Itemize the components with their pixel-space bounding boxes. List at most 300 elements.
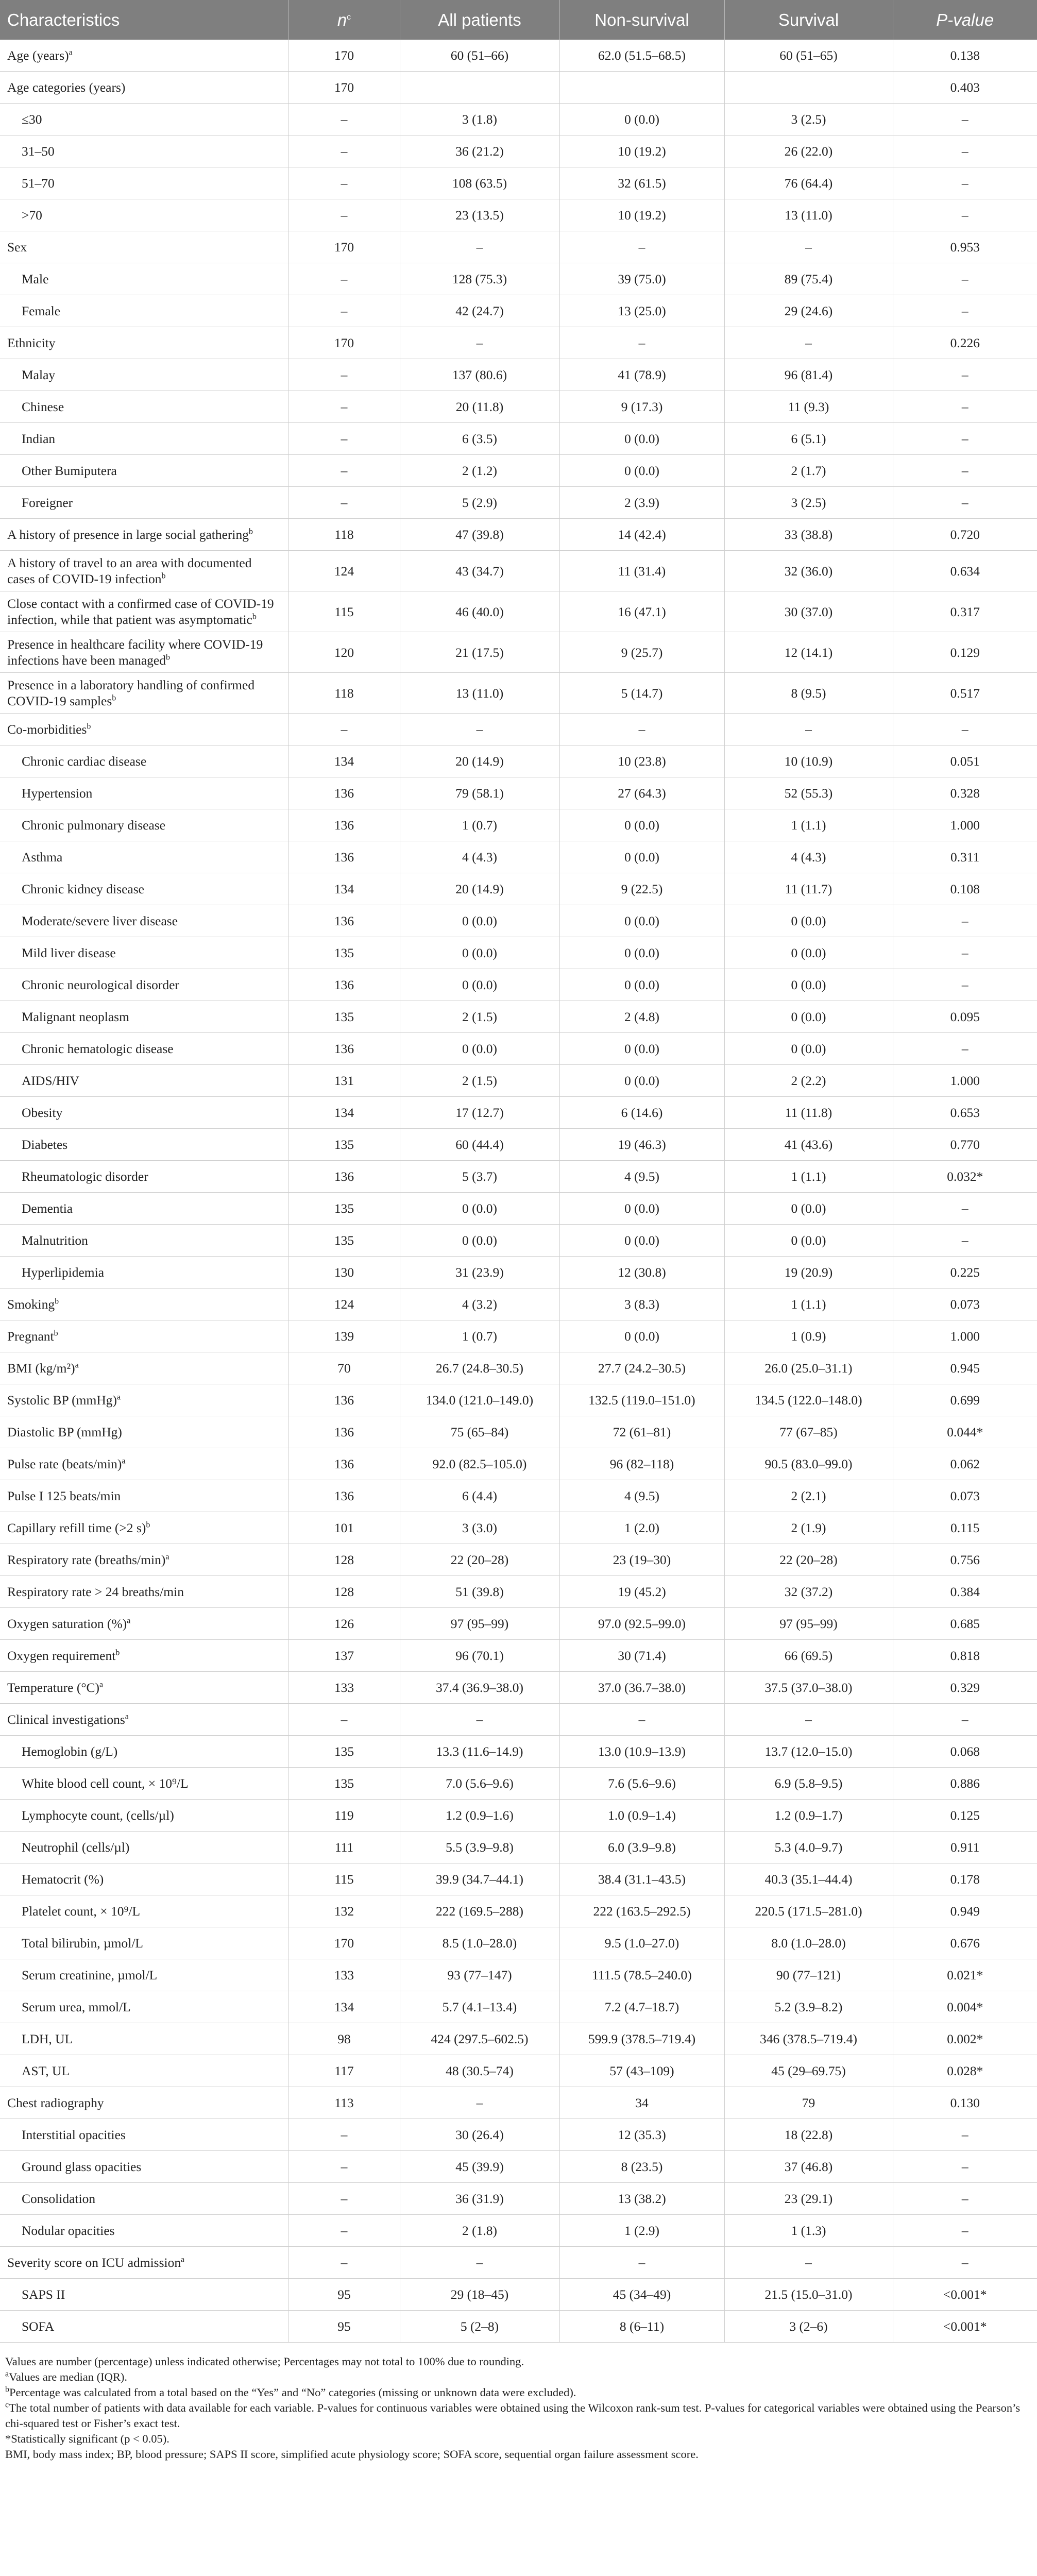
row-label: [0, 167, 288, 199]
cell-n: 128: [288, 1544, 400, 1576]
cell-n: 170: [288, 72, 400, 104]
cell-survival: 79: [724, 2087, 893, 2119]
table-row: [0, 1800, 1037, 1832]
table-row: [0, 1640, 1037, 1672]
header-p-value: [893, 0, 1037, 40]
cell-p-value: –: [893, 2247, 1037, 2279]
table-row: [0, 777, 1037, 809]
cell-non-survival: 0 (0.0): [559, 1033, 724, 1065]
cell-n: –: [288, 423, 400, 455]
row-label-footnote-mark: a: [181, 2255, 185, 2264]
cell-non-survival: 13 (38.2): [559, 2183, 724, 2215]
cell-n: 134: [288, 745, 400, 777]
cell-non-survival: 19 (45.2): [559, 1576, 724, 1608]
cell-survival: 1 (0.9): [724, 1320, 893, 1352]
cell-p-value: 0.044*: [893, 1416, 1037, 1448]
cell-non-survival: 5 (14.7): [559, 673, 724, 714]
cell-survival: 97 (95–99): [724, 1608, 893, 1640]
table-row: [0, 1832, 1037, 1863]
cell-n: 170: [288, 231, 400, 263]
table-row: [0, 551, 1037, 591]
cell-n: 135: [288, 1001, 400, 1033]
row-label: [0, 1991, 288, 2023]
cell-n: 126: [288, 1608, 400, 1640]
cell-survival: 89 (75.4): [724, 263, 893, 295]
row-label: [0, 1640, 288, 1672]
cell-non-survival: 0 (0.0): [559, 1065, 724, 1097]
cell-non-survival: 32 (61.5): [559, 167, 724, 199]
table-row: [0, 2023, 1037, 2055]
cell-p-value: 1.000: [893, 809, 1037, 841]
cell-n: 133: [288, 1672, 400, 1704]
cell-p-value: 0.384: [893, 1576, 1037, 1608]
cell-all-patients: 5 (2.9): [400, 487, 559, 519]
row-label: [0, 2023, 288, 2055]
cell-non-survival: –: [559, 2247, 724, 2279]
table-row: [0, 2279, 1037, 2311]
table-row: [0, 199, 1037, 231]
row-label: [0, 2215, 288, 2247]
cell-n: 135: [288, 1193, 400, 1225]
cell-non-survival: 0 (0.0): [559, 969, 724, 1001]
cell-p-value: 0.756: [893, 1544, 1037, 1576]
cell-all-patients: 128 (75.3): [400, 263, 559, 295]
cell-all-patients: 92.0 (82.5–105.0): [400, 1448, 559, 1480]
cell-survival: 76 (64.4): [724, 167, 893, 199]
row-label-text: Respiratory rate (breaths/min): [7, 1552, 166, 1567]
table-row: [0, 1129, 1037, 1161]
row-label-text: Malay: [22, 367, 56, 382]
cell-non-survival: 23 (19–30): [559, 1544, 724, 1576]
cell-n: 136: [288, 841, 400, 873]
cell-n: –: [288, 2151, 400, 2183]
cell-all-patients: 47 (39.8): [400, 519, 559, 551]
cell-all-patients: 0 (0.0): [400, 905, 559, 937]
cell-survival: 3 (2.5): [724, 487, 893, 519]
cell-all-patients: 424 (297.5–602.5): [400, 2023, 559, 2055]
table-row: [0, 2119, 1037, 2151]
cell-p-value: –: [893, 1225, 1037, 1257]
header-n-sup: c: [347, 12, 351, 22]
cell-non-survival: 9 (25.7): [559, 632, 724, 673]
cell-n: 136: [288, 1480, 400, 1512]
row-label-text: Ground glass opacities: [22, 2159, 142, 2174]
cell-p-value: –: [893, 199, 1037, 231]
cell-non-survival: 10 (23.8): [559, 745, 724, 777]
cell-non-survival: 11 (31.4): [559, 551, 724, 591]
row-label-text: Neutrophil (cells/µl): [22, 1840, 130, 1855]
footnote: [5, 2400, 1032, 2431]
cell-all-patients: –: [400, 714, 559, 745]
cell-non-survival: 30 (71.4): [559, 1640, 724, 1672]
row-label-text: Presence in a laboratory handling of confirmed COVID-19 samples: [7, 677, 255, 708]
table-row: [0, 714, 1037, 745]
row-label-text: Foreigner: [22, 495, 73, 510]
row-label-text: 31–50: [22, 144, 55, 159]
footnote-text: The total number of patients with data available for each variable. P-values for continuous variables were obtained using the Wilcoxon rank-sum test. P-values for categorical variables were obtained using the Pearson’s chi-squared test or Fisher’s exact test.: [5, 2401, 1021, 2430]
row-label: [0, 423, 288, 455]
cell-p-value: 0.720: [893, 519, 1037, 551]
row-label: [0, 295, 288, 327]
cell-survival: 96 (81.4): [724, 359, 893, 391]
cell-survival: –: [724, 231, 893, 263]
table-row: [0, 2247, 1037, 2279]
cell-all-patients: 3 (1.8): [400, 104, 559, 135]
cell-non-survival: 0 (0.0): [559, 1225, 724, 1257]
cell-survival: 90 (77–121): [724, 1959, 893, 1991]
cell-p-value: 0.329: [893, 1672, 1037, 1704]
row-label-text: Rheumatologic disorder: [22, 1169, 148, 1184]
row-label: [0, 1416, 288, 1448]
cell-n: 113: [288, 2087, 400, 2119]
cell-survival: 11 (9.3): [724, 391, 893, 423]
cell-n: 136: [288, 1033, 400, 1065]
cell-non-survival: 39 (75.0): [559, 263, 724, 295]
cell-non-survival: 12 (35.3): [559, 2119, 724, 2151]
row-label-text: Age (years): [7, 48, 69, 63]
cell-survival: 1.2 (0.9–1.7): [724, 1800, 893, 1832]
cell-n: 118: [288, 673, 400, 714]
table-row: [0, 519, 1037, 551]
cell-n: 136: [288, 969, 400, 1001]
cell-p-value: 1.000: [893, 1065, 1037, 1097]
cell-n: 135: [288, 1768, 400, 1800]
cell-non-survival: 10 (19.2): [559, 135, 724, 167]
cell-survival: 0 (0.0): [724, 905, 893, 937]
row-label-text: Presence in healthcare facility where COVID-19 infections have been managed: [7, 637, 263, 668]
cell-n: 134: [288, 1991, 400, 2023]
row-label: [0, 1352, 288, 1384]
row-label: [0, 1065, 288, 1097]
row-label-text: Total bilirubin, µmol/L: [22, 1936, 144, 1951]
table-row: [0, 1512, 1037, 1544]
cell-p-value: –: [893, 104, 1037, 135]
cell-n: 135: [288, 1225, 400, 1257]
cell-non-survival: 14 (42.4): [559, 519, 724, 551]
table-row: [0, 673, 1037, 714]
table-row: [0, 1672, 1037, 1704]
row-label-footnote-mark: b: [146, 1520, 150, 1530]
cell-all-patients: 222 (169.5–288): [400, 1895, 559, 1927]
table-row: [0, 1544, 1037, 1576]
cell-all-patients: 26.7 (24.8–30.5): [400, 1352, 559, 1384]
table-row: [0, 295, 1037, 327]
table-row: [0, 1576, 1037, 1608]
cell-survival: 13.7 (12.0–15.0): [724, 1736, 893, 1768]
cell-n: 135: [288, 1129, 400, 1161]
cell-p-value: –: [893, 423, 1037, 455]
cell-survival: 1 (1.1): [724, 809, 893, 841]
cell-p-value: –: [893, 263, 1037, 295]
cell-p-value: –: [893, 1033, 1037, 1065]
cell-n: –: [288, 2183, 400, 2215]
row-label: [0, 1832, 288, 1863]
row-label: [0, 1320, 288, 1352]
cell-survival: 37 (46.8): [724, 2151, 893, 2183]
table-row: [0, 1608, 1037, 1640]
cell-non-survival: 0 (0.0): [559, 937, 724, 969]
row-label: [0, 391, 288, 423]
cell-n: 134: [288, 873, 400, 905]
row-label: [0, 135, 288, 167]
cell-p-value: 0.634: [893, 551, 1037, 591]
row-label-text: Chronic neurological disorder: [22, 977, 179, 992]
cell-non-survival: 111.5 (78.5–240.0): [559, 1959, 724, 1991]
cell-non-survival: 9 (17.3): [559, 391, 724, 423]
table-row: [0, 2215, 1037, 2247]
row-label-text: AIDS/HIV: [22, 1073, 79, 1088]
cell-n: –: [288, 359, 400, 391]
cell-survival: 32 (37.2): [724, 1576, 893, 1608]
row-label-text: Lymphocyte count, (cells/µl): [22, 1808, 174, 1823]
cell-non-survival: 27 (64.3): [559, 777, 724, 809]
table-footnotes: [0, 2343, 1037, 2467]
footnote-text: Values are median (IQR).: [9, 2370, 128, 2383]
cell-survival: –: [724, 327, 893, 359]
cell-survival: 1 (1.1): [724, 1289, 893, 1320]
row-label-text: Ethnicity: [7, 335, 56, 350]
cell-all-patients: 43 (34.7): [400, 551, 559, 591]
row-label-text: Co-morbidities: [7, 722, 87, 737]
cell-survival: 6.9 (5.8–9.5): [724, 1768, 893, 1800]
row-label: [0, 591, 288, 632]
cell-non-survival: 0 (0.0): [559, 104, 724, 135]
footnote-text: *Statistically significant (p < 0.05).: [5, 2432, 169, 2445]
row-label: [0, 1736, 288, 1768]
cell-non-survival: 4 (9.5): [559, 1480, 724, 1512]
table-row: [0, 1991, 1037, 2023]
cell-n: 136: [288, 809, 400, 841]
cell-p-value: 0.002*: [893, 2023, 1037, 2055]
row-label-text: Diastolic BP (mmHg): [7, 1425, 122, 1439]
cell-non-survival: 72 (61–81): [559, 1416, 724, 1448]
cell-n: 136: [288, 905, 400, 937]
cell-all-patients: 48 (30.5–74): [400, 2055, 559, 2087]
cell-p-value: 0.911: [893, 1832, 1037, 1863]
cell-all-patients: 20 (14.9): [400, 873, 559, 905]
cell-survival: 45 (29–69.75): [724, 2055, 893, 2087]
cell-survival: 0 (0.0): [724, 1001, 893, 1033]
table-row: [0, 1416, 1037, 1448]
row-label-text: SOFA: [22, 2319, 55, 2334]
cell-p-value: 1.000: [893, 1320, 1037, 1352]
cell-non-survival: 37.0 (36.7–38.0): [559, 1672, 724, 1704]
row-label: [0, 487, 288, 519]
cell-all-patients: 31 (23.9): [400, 1257, 559, 1289]
cell-non-survival: 19 (46.3): [559, 1129, 724, 1161]
row-label-text: Pulse rate (beats/min): [7, 1456, 122, 1471]
cell-survival: [724, 72, 893, 104]
cell-survival: 8.0 (1.0–28.0): [724, 1927, 893, 1959]
cell-p-value: –: [893, 1193, 1037, 1225]
table-row: [0, 1225, 1037, 1257]
cell-non-survival: 0 (0.0): [559, 841, 724, 873]
cell-p-value: –: [893, 969, 1037, 1001]
row-label-text: A history of presence in large social gathering: [7, 527, 249, 542]
cell-all-patients: 5.7 (4.1–13.4): [400, 1991, 559, 2023]
table-header: [0, 0, 1037, 40]
row-label-footnote-mark: a: [127, 1616, 131, 1625]
row-label: [0, 359, 288, 391]
table-row: [0, 135, 1037, 167]
table-row: [0, 2055, 1037, 2087]
cell-non-survival: 3 (8.3): [559, 1289, 724, 1320]
row-label: [0, 1257, 288, 1289]
row-label: [0, 1576, 288, 1608]
cell-n: –: [288, 2247, 400, 2279]
row-label-text: AST, UL: [22, 2063, 70, 2078]
cell-non-survival: –: [559, 231, 724, 263]
row-label-footnote-mark: b: [55, 1297, 59, 1306]
table-row: [0, 841, 1037, 873]
footnote: [5, 2447, 1032, 2462]
row-label: [0, 841, 288, 873]
row-label: [0, 199, 288, 231]
row-label-text: Chest radiography: [7, 2095, 104, 2110]
cell-p-value: 0.073: [893, 1289, 1037, 1320]
cell-survival: 2 (2.1): [724, 1480, 893, 1512]
row-label: [0, 72, 288, 104]
cell-all-patients: 4 (3.2): [400, 1289, 559, 1320]
table-body: [0, 40, 1037, 2343]
footnote: [5, 2431, 1032, 2447]
row-label: [0, 905, 288, 937]
cell-n: –: [288, 2119, 400, 2151]
row-label: [0, 1768, 288, 1800]
cell-survival: 3 (2–6): [724, 2311, 893, 2343]
cell-survival: 29 (24.6): [724, 295, 893, 327]
table-row: [0, 969, 1037, 1001]
row-label-text: Moderate/severe liver disease: [22, 913, 178, 928]
row-label-text: ≤30: [22, 112, 42, 127]
cell-all-patients: 6 (3.5): [400, 423, 559, 455]
row-label-text: Chronic pulmonary disease: [22, 818, 166, 833]
cell-all-patients: 134.0 (121.0–149.0): [400, 1384, 559, 1416]
table-row: [0, 1352, 1037, 1384]
table-row: [0, 2087, 1037, 2119]
cell-p-value: 0.130: [893, 2087, 1037, 2119]
row-label-text: Female: [22, 303, 61, 318]
cell-non-survival: 57 (43–109): [559, 2055, 724, 2087]
cell-all-patients: –: [400, 2247, 559, 2279]
cell-p-value: 0.138: [893, 40, 1037, 72]
row-label-text: Close contact with a confirmed case of COVID-19 infection, while that patient was asymptomatic: [7, 596, 274, 627]
cell-n: –: [288, 1704, 400, 1736]
row-label-text: Interstitial opacities: [22, 2127, 126, 2142]
cell-p-value: 0.317: [893, 591, 1037, 632]
cell-n: 124: [288, 551, 400, 591]
row-label: [0, 104, 288, 135]
cell-non-survival: 13.0 (10.9–13.9): [559, 1736, 724, 1768]
table-row: [0, 1480, 1037, 1512]
row-label-footnote-mark: a: [125, 1712, 129, 1721]
cell-p-value: –: [893, 391, 1037, 423]
cell-all-patients: 17 (12.7): [400, 1097, 559, 1129]
row-label: [0, 1895, 288, 1927]
row-label-text: Pregnant: [7, 1329, 54, 1344]
cell-all-patients: 46 (40.0): [400, 591, 559, 632]
cell-non-survival: 2 (3.9): [559, 487, 724, 519]
cell-non-survival: 222 (163.5–292.5): [559, 1895, 724, 1927]
cell-survival: 3 (2.5): [724, 104, 893, 135]
cell-n: 136: [288, 1384, 400, 1416]
header-characteristics: Characteristics: [0, 0, 288, 40]
cell-p-value: 0.108: [893, 873, 1037, 905]
cell-all-patients: 30 (26.4): [400, 2119, 559, 2151]
row-label-text: Hypertension: [22, 786, 93, 801]
row-label: [0, 1001, 288, 1033]
row-label-text: 51–70: [22, 176, 55, 191]
cell-n: 136: [288, 777, 400, 809]
cell-non-survival: 2 (4.8): [559, 1001, 724, 1033]
cell-n: –: [288, 167, 400, 199]
row-label-footnote-mark: b: [161, 571, 166, 581]
cell-n: 128: [288, 1576, 400, 1608]
table-row: [0, 937, 1037, 969]
table-row: [0, 1193, 1037, 1225]
row-label-footnote-mark: b: [115, 1648, 120, 1657]
cell-n: 70: [288, 1352, 400, 1384]
cell-n: –: [288, 487, 400, 519]
cell-survival: 26 (22.0): [724, 135, 893, 167]
cell-n: –: [288, 295, 400, 327]
row-label-footnote-mark: b: [112, 693, 116, 703]
table-row: [0, 40, 1037, 72]
cell-n: 170: [288, 40, 400, 72]
row-label-text: Respiratory rate > 24 breaths/min: [7, 1584, 184, 1599]
table-row: [0, 391, 1037, 423]
cell-n: 133: [288, 1959, 400, 1991]
header-p-text: P-value: [936, 10, 994, 29]
cell-non-survival: 41 (78.9): [559, 359, 724, 391]
cell-survival: 60 (51–65): [724, 40, 893, 72]
cell-p-value: 0.032*: [893, 1161, 1037, 1193]
cell-p-value: 0.068: [893, 1736, 1037, 1768]
row-label-text: Chronic kidney disease: [22, 882, 144, 896]
row-label-text: Other Bumiputera: [22, 463, 117, 478]
row-label-footnote-mark: a: [75, 1361, 79, 1370]
cell-n: 135: [288, 937, 400, 969]
cell-p-value: 0.653: [893, 1097, 1037, 1129]
cell-survival: 19 (20.9): [724, 1257, 893, 1289]
cell-survival: 0 (0.0): [724, 969, 893, 1001]
cell-all-patients: 2 (1.2): [400, 455, 559, 487]
table-row: [0, 1161, 1037, 1193]
cell-non-survival: 13 (25.0): [559, 295, 724, 327]
cell-non-survival: 45 (34–49): [559, 2279, 724, 2311]
table-row: [0, 809, 1037, 841]
cell-survival: 30 (37.0): [724, 591, 893, 632]
table-row: [0, 1768, 1037, 1800]
footnote: [5, 2385, 1032, 2400]
cell-survival: 346 (378.5–719.4): [724, 2023, 893, 2055]
cell-n: 115: [288, 591, 400, 632]
cell-n: 130: [288, 1257, 400, 1289]
cell-all-patients: 2 (1.5): [400, 1001, 559, 1033]
cell-n: 139: [288, 1320, 400, 1352]
cell-survival: 33 (38.8): [724, 519, 893, 551]
footnote-mark: c: [5, 2400, 9, 2410]
cell-non-survival: [559, 72, 724, 104]
cell-p-value: –: [893, 135, 1037, 167]
cell-all-patients: 75 (65–84): [400, 1416, 559, 1448]
cell-n: 95: [288, 2279, 400, 2311]
footnote-text: Percentage was calculated from a total based on the “Yes” and “No” categories (missing or unknown data were excluded).: [9, 2386, 576, 2399]
row-label: [0, 1959, 288, 1991]
row-label: [0, 2119, 288, 2151]
cell-survival: 6 (5.1): [724, 423, 893, 455]
cell-n: 118: [288, 519, 400, 551]
